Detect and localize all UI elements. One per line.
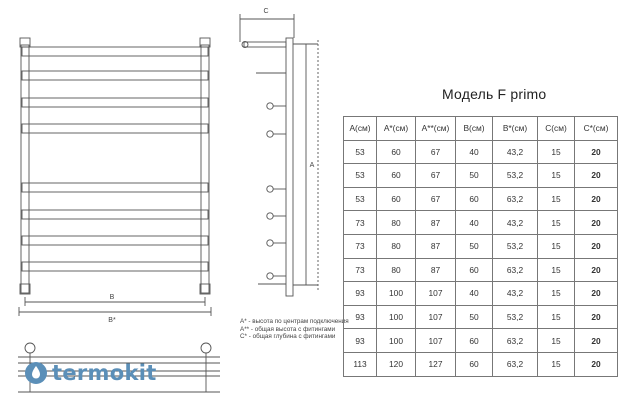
side-vertical-tube (286, 38, 293, 296)
table-cell: 60 (456, 187, 493, 211)
table-cell: 20 (575, 234, 618, 258)
side-rung-end (267, 131, 273, 137)
table-row (344, 329, 618, 353)
table-cell: 87 (416, 211, 456, 235)
table-row (344, 282, 618, 306)
dim-b-star-label: B* (108, 317, 116, 324)
table-cell: 60 (377, 164, 416, 188)
table-cell: 67 (416, 164, 456, 188)
rung (22, 71, 208, 80)
rung (22, 47, 208, 56)
table-cell: 60 (456, 352, 493, 376)
column-header: C(см) (538, 117, 575, 141)
table-cell: 53 (344, 164, 377, 188)
table-cell: 15 (538, 234, 575, 258)
table-cell: 20 (575, 164, 618, 188)
table-cell: 63,2 (493, 329, 538, 353)
top-left-fitting (20, 38, 30, 47)
table-row (344, 187, 618, 211)
rung (22, 210, 208, 219)
table-cell: 127 (416, 352, 456, 376)
table-cell: 100 (377, 329, 416, 353)
table-row (344, 234, 618, 258)
column-header: C*(см) (575, 117, 618, 141)
table-cell: 63,2 (493, 258, 538, 282)
table-cell: 63,2 (493, 352, 538, 376)
table-cell: 53,2 (493, 305, 538, 329)
column-header: A*(см) (377, 117, 416, 141)
table-row (344, 352, 618, 376)
table-cell: 15 (538, 164, 575, 188)
table-cell: 15 (538, 329, 575, 353)
side-rung-end (267, 273, 273, 279)
table-cell: 15 (538, 352, 575, 376)
column-header: B*(см) (493, 117, 538, 141)
footnote: A** - общая высота с фитингами (240, 325, 336, 333)
table-cell: 53,2 (493, 164, 538, 188)
table-cell: 20 (575, 187, 618, 211)
rung (22, 98, 208, 107)
side-top-pipe (244, 42, 286, 47)
table-cell: 20 (575, 329, 618, 353)
table-cell: 100 (377, 282, 416, 306)
rung (22, 262, 208, 271)
table-cell: 53 (344, 140, 377, 164)
table-header-row (344, 117, 618, 141)
table-cell: 43,2 (493, 211, 538, 235)
rung (22, 124, 208, 133)
table-cell: 20 (575, 305, 618, 329)
bottom-left-fitting (20, 284, 30, 294)
table-cell: 20 (575, 258, 618, 282)
table-row (344, 140, 618, 164)
table-cell: 20 (575, 211, 618, 235)
table-cell: 53 (344, 187, 377, 211)
table-cell: 107 (416, 305, 456, 329)
table-row (344, 258, 618, 282)
dim-c-label: C (263, 8, 269, 15)
table-cell: 43,2 (493, 282, 538, 306)
table-cell: 100 (377, 305, 416, 329)
table-cell: 60 (377, 187, 416, 211)
table-cell: 120 (377, 352, 416, 376)
table-cell: 60 (456, 329, 493, 353)
column-header: A**(см) (416, 117, 456, 141)
table-cell: 107 (416, 282, 456, 306)
table-cell: 43,2 (493, 140, 538, 164)
table-cell: 40 (456, 211, 493, 235)
table-cell: 73 (344, 234, 377, 258)
table-cell: 20 (575, 352, 618, 376)
footnotes (240, 318, 350, 341)
brand-logo (24, 358, 157, 388)
table-cell: 93 (344, 282, 377, 306)
left-rail (21, 45, 29, 293)
table-cell: 80 (377, 258, 416, 282)
top-right-fitting (200, 38, 210, 47)
table-cell: 15 (538, 258, 575, 282)
side-rung-end (267, 103, 273, 109)
side-rung-end (267, 213, 273, 219)
dim-a-label: A (309, 162, 315, 169)
dim-b-label: B (109, 294, 115, 301)
table-cell: 15 (538, 187, 575, 211)
table-cell: 40 (456, 282, 493, 306)
side-view (240, 14, 318, 296)
table-cell: 93 (344, 305, 377, 329)
spec-table (343, 116, 618, 377)
table-cell: 60 (456, 258, 493, 282)
table-cell: 107 (416, 329, 456, 353)
table-cell: 40 (456, 140, 493, 164)
column-header: A(см) (344, 117, 377, 141)
model-title: Модель F primo (442, 86, 547, 102)
footnote: A* - высота по центрам подключения (240, 318, 349, 325)
rung (22, 236, 208, 245)
table-cell: 73 (344, 258, 377, 282)
thermometer-drop-icon (24, 361, 48, 385)
table-cell: 50 (456, 305, 493, 329)
plan-left-fitting (25, 343, 35, 353)
table-cell: 87 (416, 234, 456, 258)
table-row (344, 211, 618, 235)
table-cell: 73 (344, 211, 377, 235)
table-cell: 20 (575, 140, 618, 164)
table-cell: 15 (538, 211, 575, 235)
table-cell: 113 (344, 352, 377, 376)
table-cell: 80 (377, 211, 416, 235)
right-rail (201, 45, 209, 293)
column-header: B(см) (456, 117, 493, 141)
brand-name: termokit (52, 361, 157, 385)
front-view (19, 38, 211, 316)
table-cell: 93 (344, 329, 377, 353)
table-cell: 67 (416, 140, 456, 164)
table-row (344, 164, 618, 188)
table-cell: 15 (538, 140, 575, 164)
plan-right-fitting (201, 343, 211, 353)
table-cell: 80 (377, 234, 416, 258)
side-rung-end (267, 240, 273, 246)
bottom-right-fitting (200, 284, 210, 294)
table-cell: 67 (416, 187, 456, 211)
table-cell: 15 (538, 305, 575, 329)
table-cell: 15 (538, 282, 575, 306)
rung (22, 183, 208, 192)
table-cell: 60 (377, 140, 416, 164)
table-cell: 50 (456, 164, 493, 188)
footnote: C* - общая глубина с фитингами (240, 333, 336, 341)
table-row (344, 305, 618, 329)
table-cell: 20 (575, 282, 618, 306)
table-cell: 53,2 (493, 234, 538, 258)
table-cell: 63,2 (493, 187, 538, 211)
table-cell: 87 (416, 258, 456, 282)
side-rung-end (267, 186, 273, 192)
table-cell: 50 (456, 234, 493, 258)
